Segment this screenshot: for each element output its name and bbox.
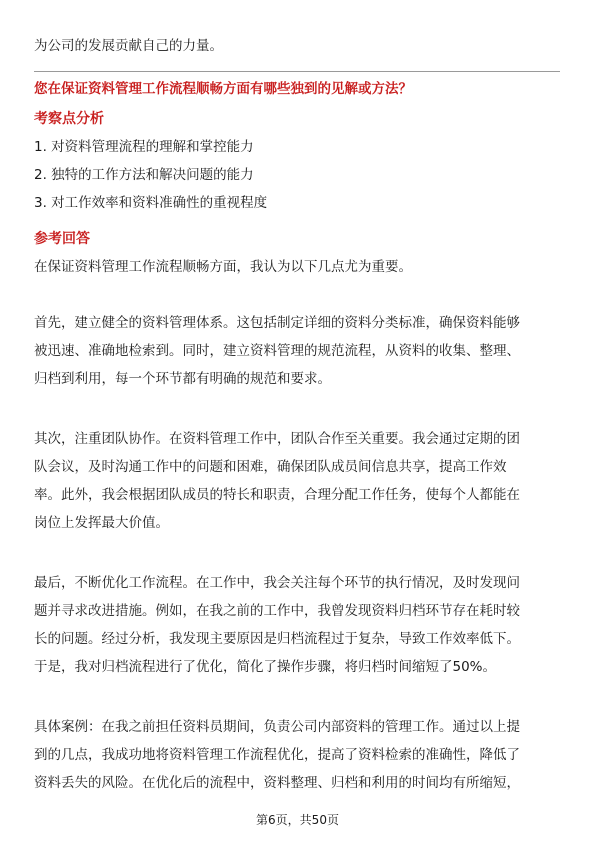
answer-paragraph-line: 到的几点，我成功地将资料管理工作流程优化，提高了资料检索的准确性，降低了 xyxy=(34,747,520,763)
answer-intro: 在保证资料管理工作流程顺畅方面，我认为以下几点尤为重要。 xyxy=(34,259,412,275)
answer-paragraph-line: 岗位上发挥最大价值。 xyxy=(34,515,169,531)
analysis-item: 3. 对工作效率和资料准确性的重视程度 xyxy=(34,195,268,211)
answer-paragraph-line: 最后，不断优化工作流程。在工作中，我会关注每个环节的执行情况，及时发现问 xyxy=(34,575,520,591)
answer-paragraph-line: 率。此外，我会根据团队成员的特长和职责，合理分配工作任务，使每个人都能在 xyxy=(34,487,520,503)
answer-paragraph-line: 被迅速、准确地检索到。同时，建立资料管理的规范流程，从资料的收集、整理、 xyxy=(34,343,520,359)
answer-paragraph-line: 归档到利用，每一个环节都有明确的规范和要求。 xyxy=(34,371,331,387)
answer-paragraph-line: 首先，建立健全的资料管理体系。这包括制定详细的资料分类标准，确保资料能够 xyxy=(34,315,520,331)
answer-paragraph-line: 于是，我对归档流程进行了优化，简化了操作步骤，将归档时间缩短了50%。 xyxy=(34,659,497,675)
interview-question: 您在保证资料管理工作流程顺畅方面有哪些独到的见解或方法？ xyxy=(34,81,412,97)
answer-paragraph-line: 资料丢失的风险。在优化后的流程中，资料整理、归档和利用的时间均有所缩短， xyxy=(34,775,520,791)
answer-heading: 参考回答 xyxy=(34,231,90,247)
answer-paragraph-line: 队会议，及时沟通工作中的问题和困难，确保团队成员间信息共享，提高工作效 xyxy=(34,459,507,475)
answer-paragraph-line: 长的问题。经过分析，我发现主要原因是归档流程过于复杂，导致工作效率低下。 xyxy=(34,631,520,647)
answer-paragraph-line: 具体案例：在我之前担任资料员期间，负责公司内部资料的管理工作。通过以上提 xyxy=(34,719,520,735)
section-divider xyxy=(34,71,560,72)
answer-paragraph-line: 题并寻求改进措施。例如，在我之前的工作中，我曾发现资料归档环节存在耗时较 xyxy=(34,603,520,619)
analysis-heading: 考察点分析 xyxy=(34,111,104,127)
analysis-item: 1. 对资料管理流程的理解和掌控能力 xyxy=(34,139,254,155)
analysis-item: 2. 独特的工作方法和解决问题的能力 xyxy=(34,167,254,183)
answer-paragraph-line: 其次，注重团队协作。在资料管理工作中，团队合作至关重要。我会通过定期的团 xyxy=(34,431,520,447)
previous-answer-tail: 为公司的发展贡献自己的力量。 xyxy=(34,38,223,54)
page-number: 第6页，共50页 xyxy=(256,813,339,827)
